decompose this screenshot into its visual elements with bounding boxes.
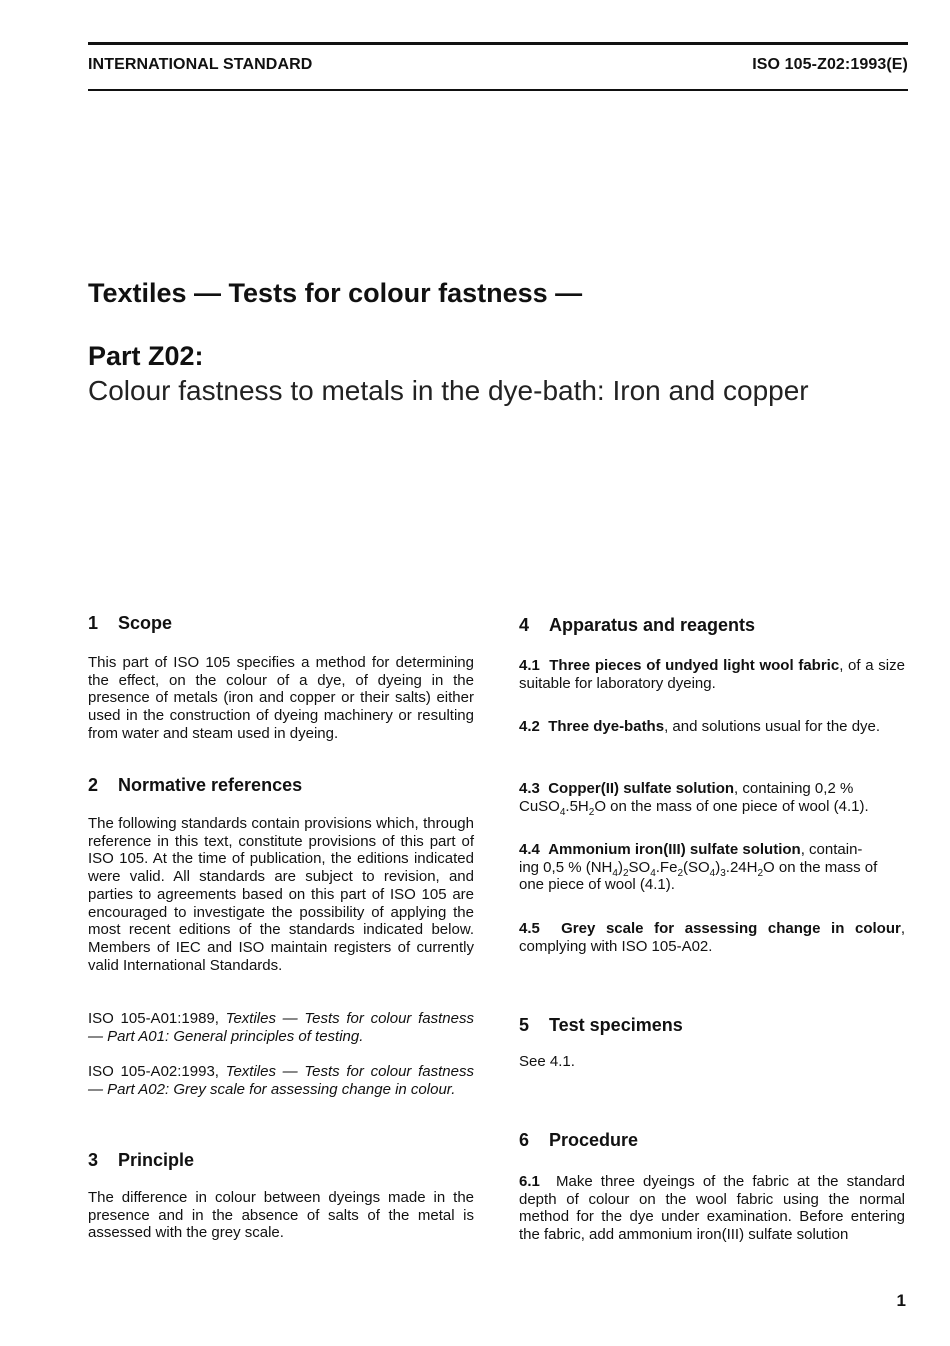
formula-part: O on the mass of <box>763 858 878 876</box>
formula-subscript: 3 <box>720 867 726 879</box>
reference-title: Textiles — Tests for colour fastness — Part A02: Grey scale for assessing change in colour. <box>88 1063 474 1098</box>
formula-subscript: 2 <box>757 867 764 879</box>
item-text: , and solutions usual for the dye. <box>664 718 881 735</box>
reference-a01 <box>88 1010 474 1045</box>
item-number: 4.4 <box>519 841 540 858</box>
item-text: , contain- <box>800 841 863 858</box>
section-number: 5 <box>519 1015 530 1035</box>
header-top-rule <box>88 42 908 45</box>
section-title: Scope <box>118 613 173 633</box>
item-4-3 <box>519 780 905 818</box>
item-text: , complying with ISO 105-A02. <box>519 920 906 955</box>
item-title: Three pieces of undyed light wool fabric <box>549 657 840 674</box>
formula-subscript: 4 <box>709 867 716 879</box>
normative-paragraph <box>88 815 474 974</box>
page-number: 1 <box>896 1291 906 1310</box>
formula-part: .Fe <box>655 858 678 876</box>
item-title: Grey scale for assessing change in colour <box>561 920 901 937</box>
item-title: Copper(II) sulfate solution <box>548 780 735 797</box>
reference-a02 <box>88 1063 474 1098</box>
normative-text: The following standards contain provisions which, through reference in this text, constitute provisions of this part of ISO 105. At the time of publication, the editions indicated were valid. All standards are subject to revision, and parties to agreements based on this part of ISO 105 are encouraged to investigate the possibility of applying the most recent editions of the standards indicated below. Members of IEC and ISO maintain registers of currently valid International Standards. <box>88 815 474 974</box>
scope-text: This part of ISO 105 specifies a method for determining the effect, on the colour of a dye, of dyeing in the presence of metals (iron and copper or their salts) either used in the construction of dyeing machinery or resulting from water and steam used in dyeing. <box>88 654 474 742</box>
item-4-5 <box>519 920 905 955</box>
section-title: Test specimens <box>549 1015 683 1035</box>
section-heading-scope <box>88 613 172 634</box>
section-heading-test-specimens <box>519 1015 683 1036</box>
header-bottom-rule <box>88 89 908 91</box>
section-heading-procedure <box>519 1130 638 1151</box>
formula-subscript: 2 <box>677 867 683 879</box>
formula-part: .5H <box>565 797 589 815</box>
item-text: , containing 0,2 % <box>734 780 854 797</box>
section-title: Apparatus and reagents <box>549 615 756 635</box>
formula-subscript: 2 <box>588 806 595 818</box>
item-4-4 <box>519 841 905 894</box>
document-subtitle: Colour fastness to metals in the dye-bath: Iron and copper <box>88 375 809 406</box>
section-number: 4 <box>519 615 530 635</box>
formula-subscript: 4 <box>650 867 656 879</box>
formula-part: ) <box>715 858 721 876</box>
section-number: 2 <box>88 775 99 795</box>
formula-part: CuSO <box>519 797 560 815</box>
item-text: , of a size suitable for laboratory dyeing. <box>519 657 905 692</box>
principle-paragraph <box>88 1189 474 1242</box>
formula-part: (SO <box>683 858 710 876</box>
formula-part: O on the mass of one piece of wool (4.1). <box>594 797 869 815</box>
item-4-2 <box>519 718 905 736</box>
section-heading-principle <box>88 1150 194 1171</box>
reference-code: ISO 105-A01:1989, <box>88 1010 219 1027</box>
section-number: 6 <box>519 1130 530 1150</box>
item-title: Ammonium iron(III) sulfate solution <box>548 841 801 858</box>
section-title: Procedure <box>549 1130 639 1150</box>
formula-part: ) <box>617 858 623 876</box>
item-number: 6.1 <box>519 1173 540 1190</box>
formula-part: SO <box>628 858 651 876</box>
section-number: 1 <box>88 613 99 633</box>
item-title: Three dye-baths <box>548 718 665 735</box>
principle-text: The difference in colour between dyeings made in the presence and in the absence of salts of the metal is assessed with the grey scale. <box>88 1189 474 1242</box>
item-4-1 <box>519 657 905 692</box>
section-title: Principle <box>118 1150 195 1170</box>
item-text: one piece of wool (4.1). <box>519 876 675 894</box>
item-number: 4.3 <box>519 780 540 797</box>
header-document-type: INTERNATIONAL STANDARD <box>88 56 313 73</box>
section-heading-apparatus <box>519 615 755 636</box>
item-6-1 <box>519 1173 905 1244</box>
section-number: 3 <box>88 1150 99 1170</box>
specimens-text: See 4.1. <box>519 1053 575 1070</box>
reference-code: ISO 105-A02:1993, <box>88 1063 219 1080</box>
reference-title: Textiles — Tests for colour fastness — Part A01: General principles of testing. <box>88 1010 474 1045</box>
item-number: 4.2 <box>519 718 540 735</box>
formula-part: ing 0,5 % (NH <box>519 858 613 876</box>
formula-subscript: 4 <box>559 806 566 818</box>
section-title: Normative references <box>118 775 303 795</box>
formula-subscript: 2 <box>622 867 629 879</box>
item-number: 4.5 <box>519 920 540 937</box>
item-text: Make three dyeings of the fabric at the standard depth of colour on the wool fabric using the normal method for the dye under examination. Before entering the fabric, add ammonium iron(III) sulfate solution <box>519 1173 905 1244</box>
formula-subscript: 4 <box>612 867 618 879</box>
specimens-paragraph <box>519 1053 905 1071</box>
item-number: 4.1 <box>519 657 540 674</box>
document-title: Textiles — Tests for colour fastness — <box>88 278 583 308</box>
formula-part: .24H <box>725 858 758 876</box>
part-label: Part Z02: <box>88 341 204 371</box>
header-standard-number: ISO 105-Z02:1993(E) <box>752 56 908 73</box>
section-heading-normative-references <box>88 775 302 796</box>
scope-paragraph <box>88 654 474 743</box>
